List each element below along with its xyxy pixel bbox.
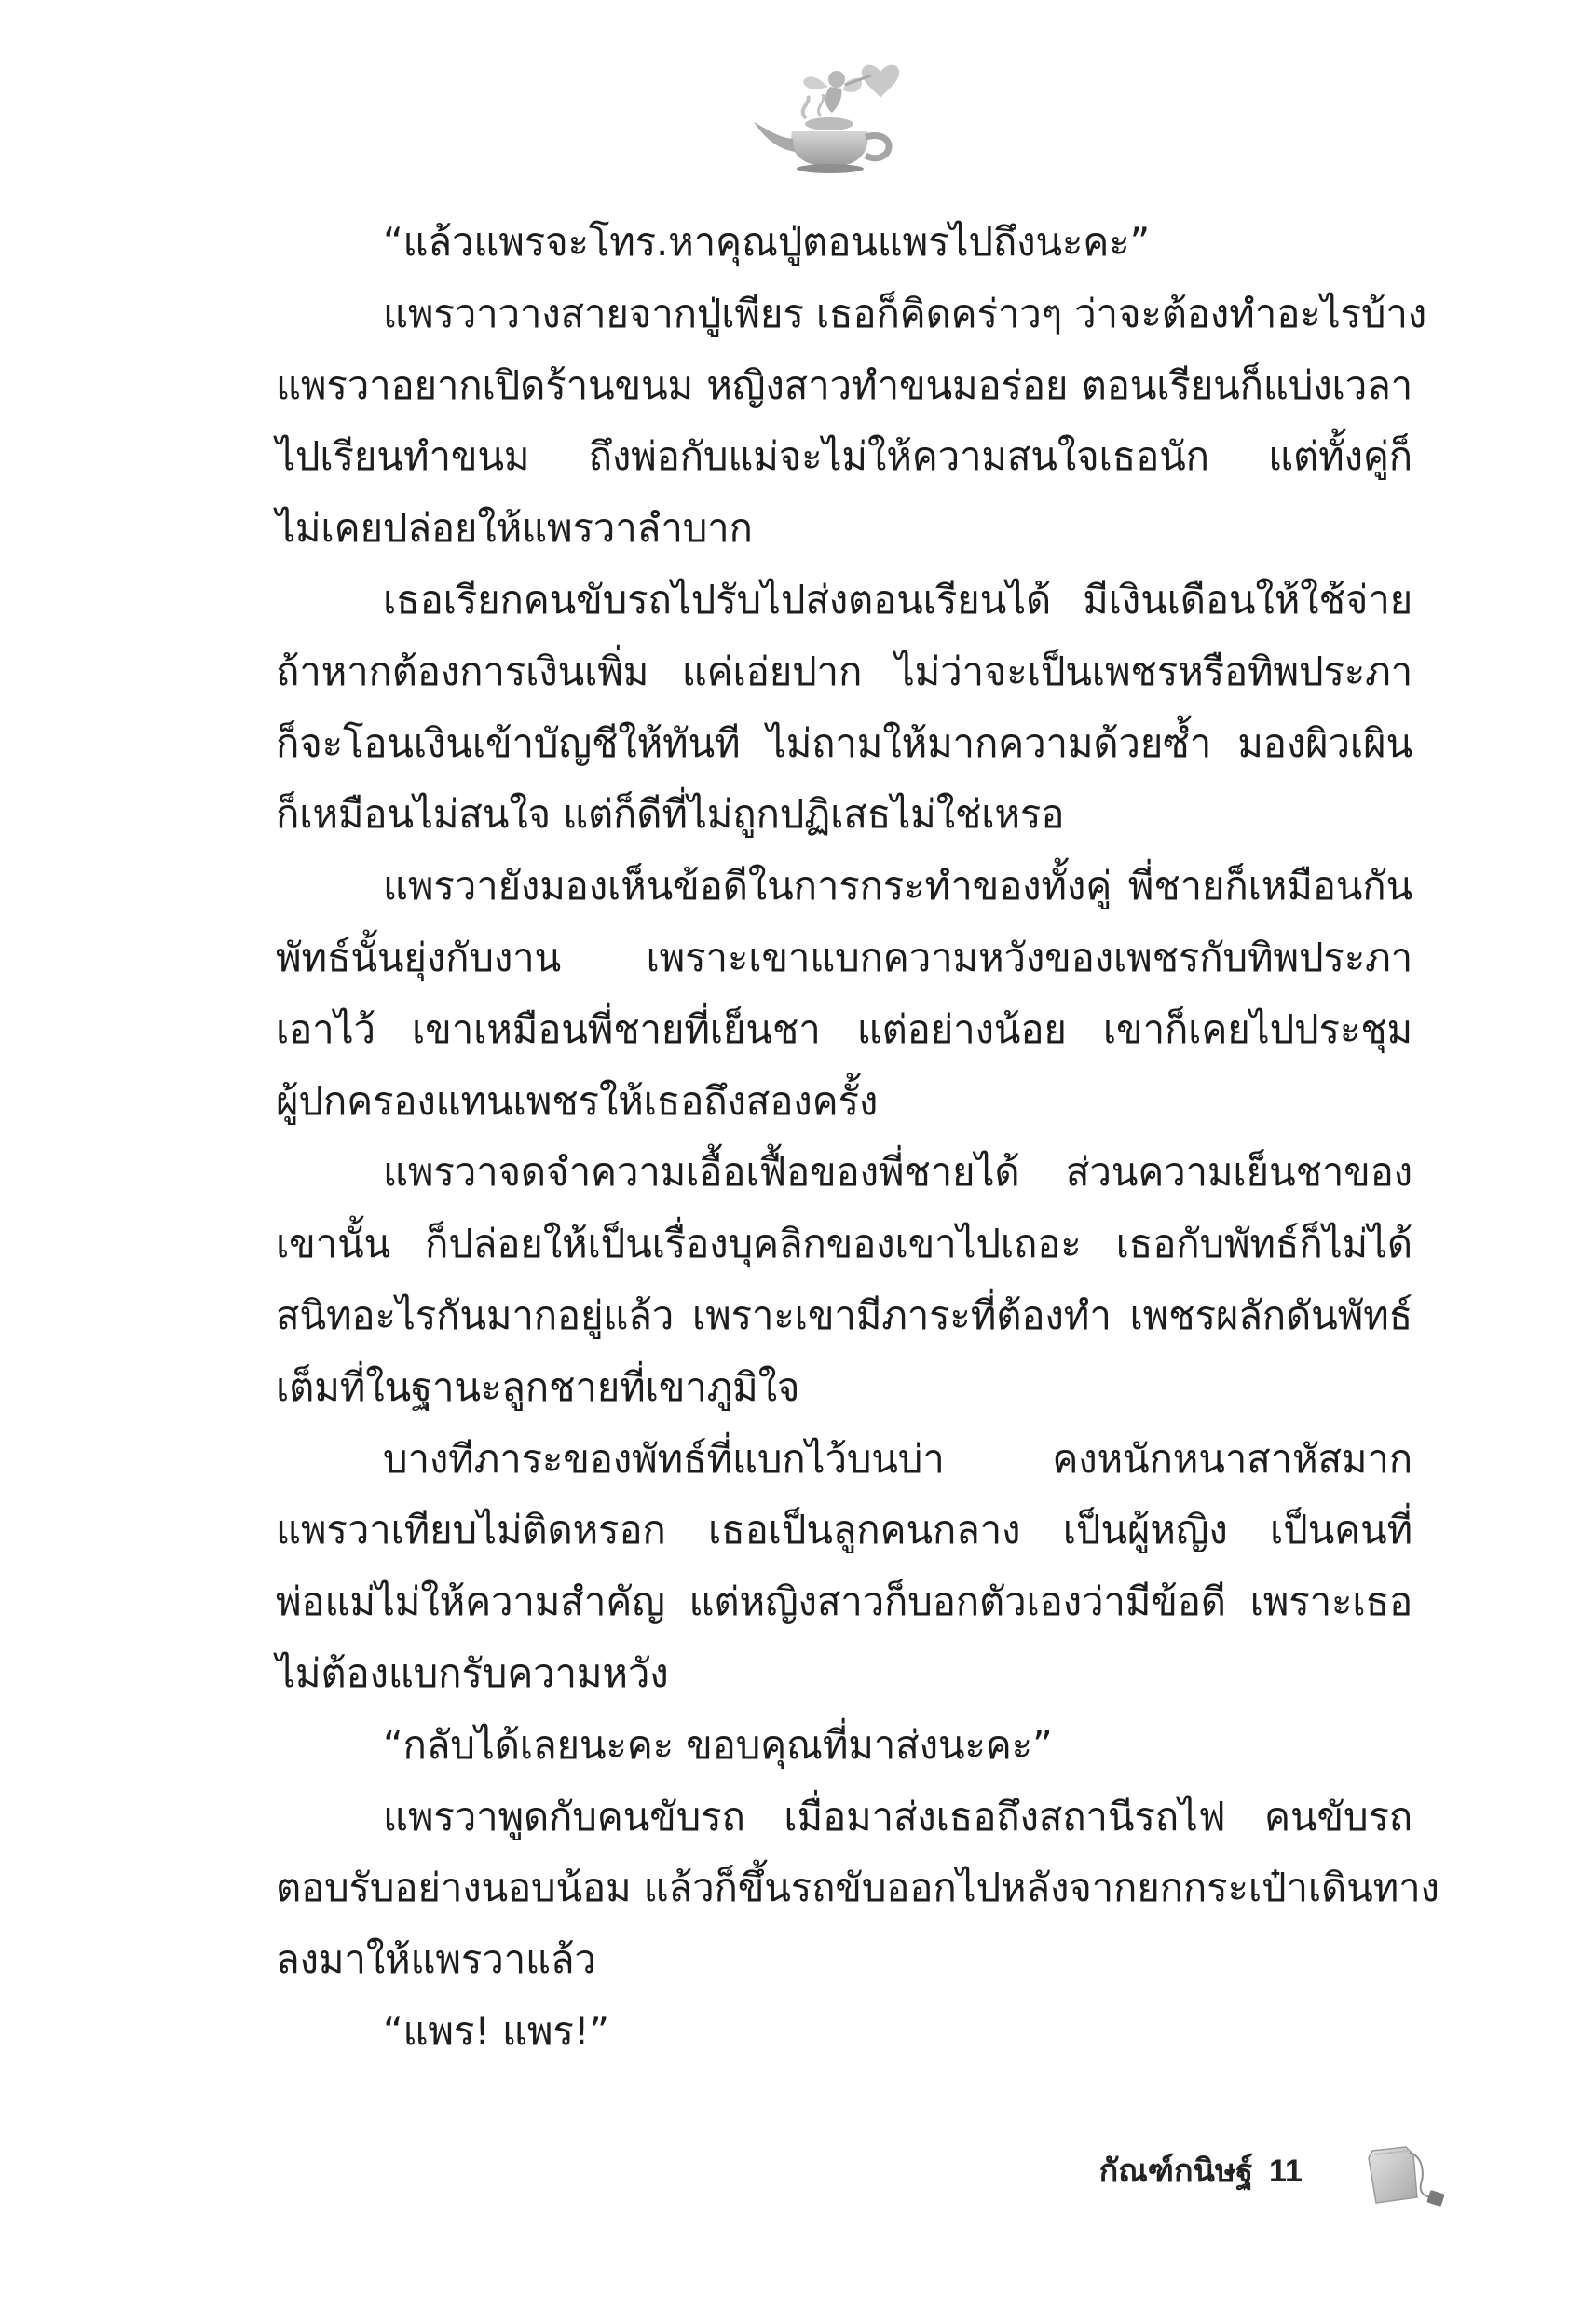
text-line: แพรวาจดจำความเอื้อเฟื้อของพี่ชายได้ ส่วนความเย็นชาของ — [383, 1149, 1412, 1196]
text-line: ถ้าหากต้องการเงินเพิ่ม แค่เอ่ยปาก ไม่ว่าจะเป็นเพชรหรือทิพประภา — [276, 648, 1412, 694]
text-line: “กลับได้เลยนะคะ ขอบคุณที่มาส่งนะคะ” — [383, 1721, 1053, 1768]
text-line: แพรวาอยากเปิดร้านขนม หญิงสาวทำขนมอร่อย ตอนเรียนก็แบ่งเวลา — [276, 362, 1412, 408]
body-text — [276, 207, 1439, 2068]
text-line: ก็จะโอนเงินเข้าบัญชีให้ทันที ไม่ถามให้มากความด้วยซ้ำ มองผิวเผิน — [276, 719, 1412, 766]
text-line: แพรวาพูดกับคนขับรถ เมื่อมาส่งเธอถึงสถานีรถไฟ คนขับรถ — [383, 1793, 1412, 1839]
text-line: เอาไว้ เขาเหมือนพี่ชายที่เย็นชา แต่อย่างน้อย เขาก็เคยไปประชุม — [276, 1005, 1412, 1052]
text-line: ก็เหมือนไม่สนใจ แต่ก็ดีที่ไม่ถูกปฏิเสธไม่ใช่เหรอ — [276, 791, 1065, 838]
text-line: “แล้วแพรจะโทร.หาคุณปู่ตอนแพรไปถึงนะคะ” — [383, 219, 1151, 265]
text-line: “แพร! แพร!” — [383, 2007, 609, 2054]
teabag-icon — [1356, 2136, 1458, 2212]
text-line: แพรวายังมองเห็นข้อดีในการกระทำของทั้งคู่ พี่ชายก็เหมือนกัน — [383, 863, 1412, 909]
text-line: แพรวาวางสายจากปู่เพียร เธอก็คิดคร่าวๆ ว่าจะต้องทำอะไรบ้าง — [383, 290, 1427, 336]
text-line: พ่อแม่ไม่ให้ความสำคัญ แต่หญิงสาวก็บอกตัวเองว่ามีข้อดี เพราะเธอ — [276, 1579, 1412, 1625]
text-line: ตอบรับอย่างนอบน้อม แล้วก็ขึ้นรถขับออกไปหลังจากยกกระเป๋าเดินทาง — [276, 1865, 1439, 1911]
footer-book-title: กัณฑ์กนิษฐ์ — [1098, 2153, 1253, 2190]
text-line: สนิทอะไรกันมากอยู่แล้ว เพราะเขามีภาระที่ต้องทำ เพชรผลักดันพัทธ์ — [276, 1292, 1412, 1338]
text-line: ผู้ปกครองแทนเพชรให้เธอถึงสองครั้ง — [276, 1077, 879, 1124]
text-line: บางทีภาระของพัทธ์ที่แบกไว้บนบ่า คงหนักหนาสาหัสมาก — [383, 1435, 1412, 1482]
text-line: ไปเรียนทำขนม ถึงพ่อกับแม่จะไม่ให้ความสนใจเธอนัก แต่ทั้งคู่ก็ — [276, 433, 1412, 480]
text-line: เขานั้น ก็ปล่อยให้เป็นเรื่องบุคลิกของเขาไปเถอะ เธอกับพัทธ์ก็ไม่ได้ — [276, 1221, 1412, 1267]
page-footer — [1053, 2143, 1481, 2199]
page-number: 11 — [1269, 2154, 1303, 2189]
text-line: เต็มที่ในฐานะลูกชายที่เขาภูมิใจ — [276, 1363, 800, 1410]
text-line: ไม่ต้องแบกรับความหวัง — [276, 1649, 669, 1696]
text-line: แพรวาเทียบไม่ติดหรอก เธอเป็นลูกคนกลาง เป็นผู้หญิง เป็นคนที่ — [276, 1507, 1412, 1553]
text-line: ไม่เคยปล่อยให้แพรวาลำบาก — [276, 505, 753, 552]
text-line: เธอเรียกคนขับรถไปรับไปส่งตอนเรียนได้ มีเงินเดือนให้ใช้จ่าย — [383, 576, 1412, 622]
text-line: ลงมาให้แพรวาแล้ว — [276, 1936, 596, 1983]
text-line: พัทธ์นั้นยุ่งกับงาน เพราะเขาแบกความหวังของเพชรกับทิพประภา — [276, 934, 1412, 980]
teapot-cupid-ornament-icon — [741, 51, 918, 177]
